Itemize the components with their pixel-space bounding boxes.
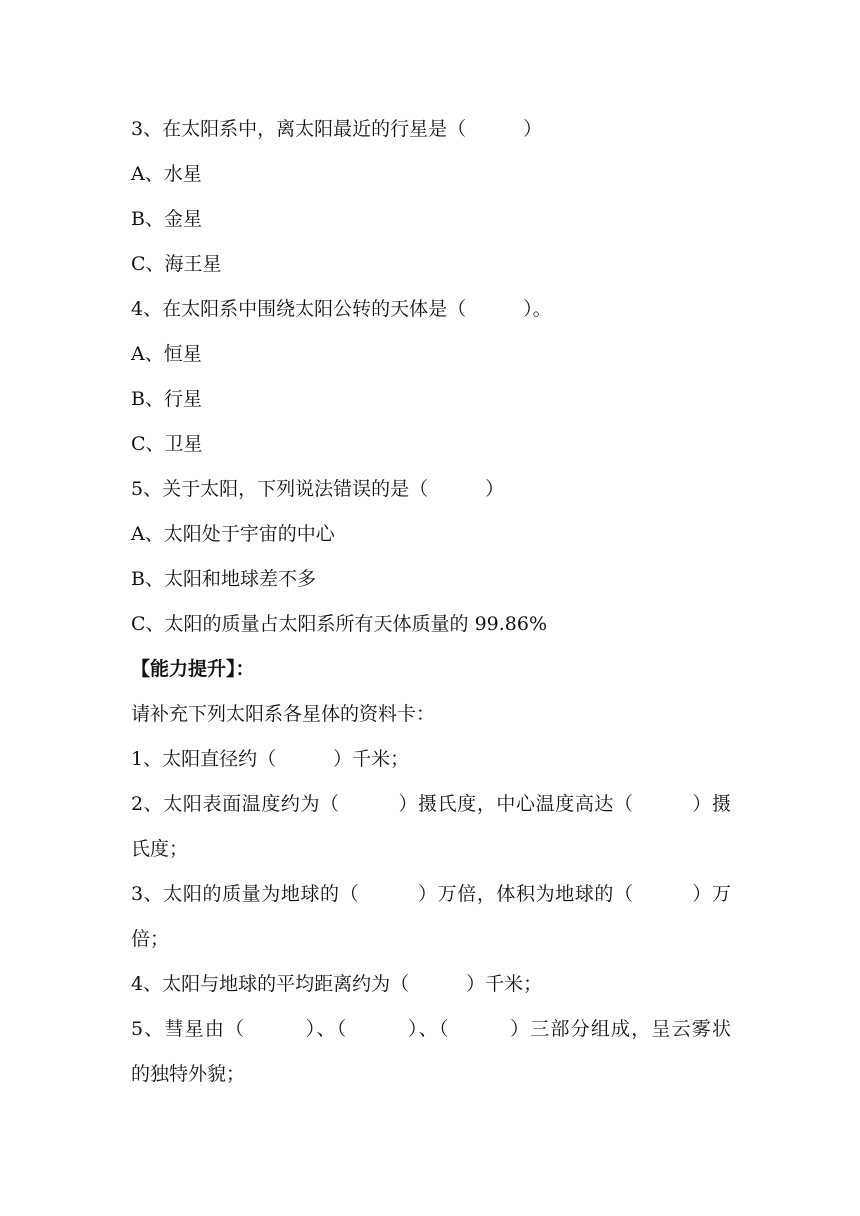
question-4-option-c: C、卫星 — [131, 433, 203, 455]
question-5-option-a: A、太阳处于宇宙的中心 — [131, 523, 335, 545]
fill-item-4: 4、太阳与地球的平均距离约为（ ）千米； — [131, 973, 543, 995]
fill-item-5: 5、彗星由（ ）、（ ）、（ ）三部分组成，呈云雾状 — [131, 1018, 731, 1040]
question-5: 5、关于太阳，下列说法错误的是（ ） — [131, 478, 505, 500]
fill-item-5-cont: 的独特外貌； — [131, 1063, 246, 1085]
fill-item-3-cont: 倍； — [131, 928, 170, 950]
question-4-option-a: A、恒星 — [131, 343, 202, 365]
question-3-option-c: C、海王星 — [131, 253, 222, 275]
question-3-option-a: A、水星 — [131, 163, 202, 185]
ability-heading: 【能力提升】： — [131, 658, 255, 680]
question-3-option-b: B、金星 — [131, 208, 202, 230]
question-5-option-b: B、太阳和地球差不多 — [131, 568, 316, 590]
fill-item-3: 3、太阳的质量为地球的（ ）万倍，体积为地球的（ ）万 — [131, 883, 731, 905]
fill-item-2-cont: 氏度； — [131, 838, 189, 860]
question-3: 3、在太阳系中，离太阳最近的行星是（ ） — [131, 118, 543, 140]
question-4-option-b: B、行星 — [131, 388, 202, 410]
question-4: 4、在太阳系中围绕太阳公转的天体是（ ）。 — [131, 298, 552, 320]
fill-item-2: 2、太阳表面温度约为（ ）摄氏度，中心温度高达（ ）摄 — [131, 793, 731, 815]
fill-item-1: 1、太阳直径约（ ）千米； — [131, 748, 410, 770]
question-5-option-c: C、太阳的质量占太阳系所有天体质量的 99.86% — [131, 613, 548, 635]
ability-intro: 请补充下列太阳系各星体的资料卡： — [131, 703, 436, 725]
